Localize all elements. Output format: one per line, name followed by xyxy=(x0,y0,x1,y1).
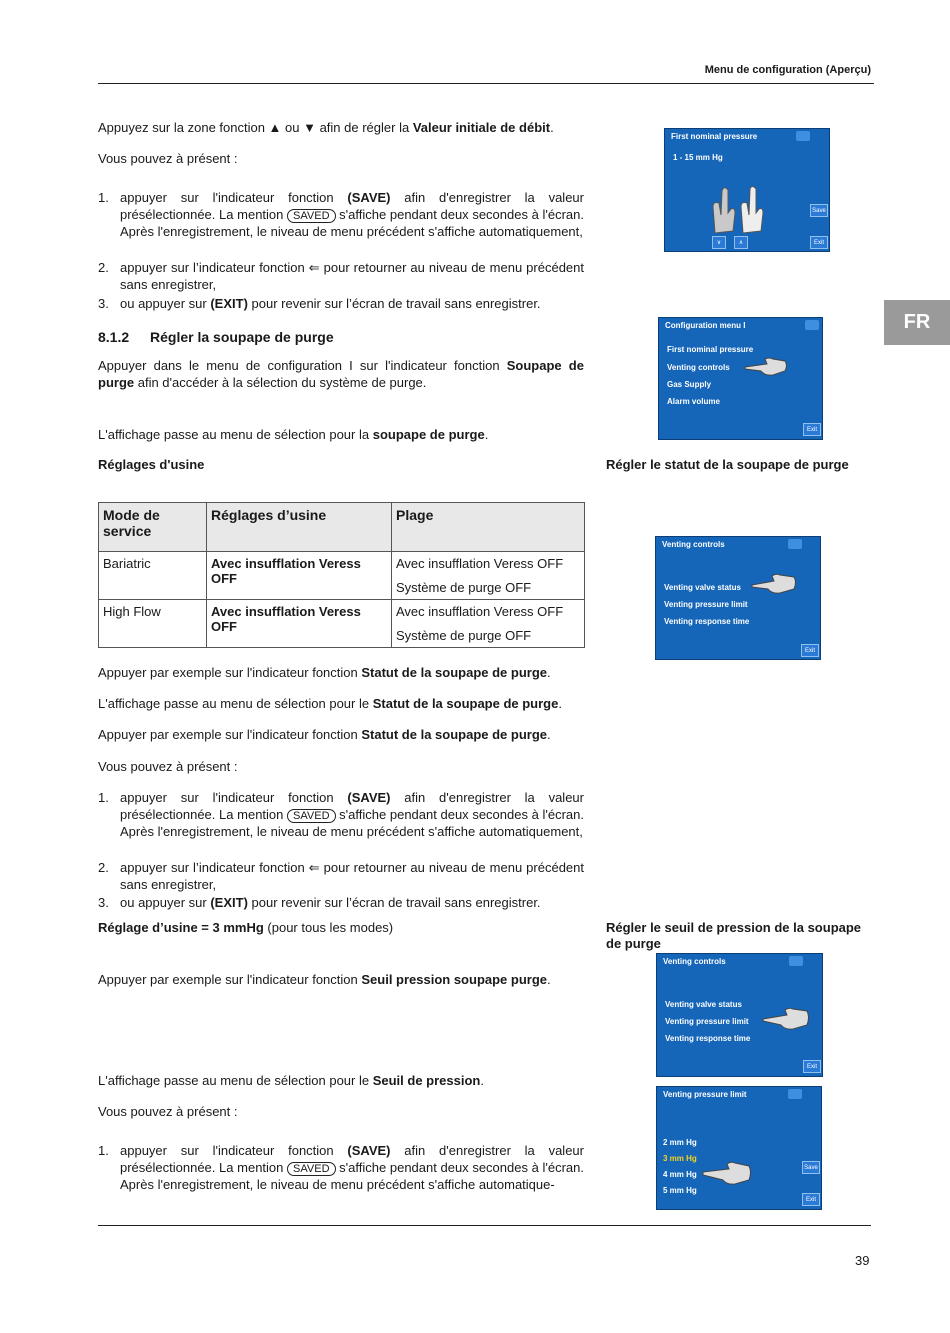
threshold-caption: Régler le seuil de pression de la soupape de purge xyxy=(606,920,862,951)
saved-label: SAVED xyxy=(287,809,335,823)
table-header: Réglages d’usine xyxy=(207,503,392,552)
menu-item[interactable]: Venting valve status xyxy=(664,583,741,592)
hand-pointer-icon xyxy=(743,355,789,377)
exit-button[interactable]: Exit xyxy=(801,644,819,657)
table-cell: Bariatric xyxy=(99,552,207,600)
option-item[interactable]: 4 mm Hg xyxy=(663,1170,697,1179)
factory-settings-table xyxy=(98,502,585,648)
value-range: 1 - 15 mm Hg xyxy=(673,153,723,162)
menu-item[interactable]: Venting pressure limit xyxy=(665,1017,749,1026)
menu-item[interactable]: Alarm volume xyxy=(667,397,720,406)
back-arrow-icon[interactable] xyxy=(788,1089,802,1099)
saved-label: SAVED xyxy=(287,209,335,223)
status-paragraph: Vous pouvez à présent : xyxy=(98,759,238,774)
exit-button[interactable]: Exit xyxy=(810,236,828,249)
venting-status-caption: Régler le statut de la soupape de purge xyxy=(606,457,849,472)
factory-caption: Réglages d'usine xyxy=(98,457,205,472)
header-rule xyxy=(98,83,874,84)
option-item[interactable]: 5 mm Hg xyxy=(663,1186,697,1195)
table-cell: Avec insufflation Veress OFF Système de purge OFF xyxy=(392,552,585,600)
status-paragraph: L'affichage passe au menu de sélection pour le Statut de la soupape de purge. xyxy=(98,696,562,711)
menu-item[interactable]: Venting controls xyxy=(667,363,730,372)
hand-pointer-icon xyxy=(761,1005,811,1031)
screen-venting-controls: Venting controls Venting valve status Venting pressure limit Venting response time Exit xyxy=(655,536,821,660)
factory-setting-line: Réglage d’usine = 3 mmHg (pour tous les modes) xyxy=(98,920,394,935)
screen-configuration-menu: Configuration menu I First nominal pressure Venting controls Gas Supply Alarm volume Exit xyxy=(658,317,823,440)
threshold-paragraph: L'affichage passe au menu de sélection pour le Seuil de pression. xyxy=(98,1073,484,1088)
threshold-paragraph: Appuyer par exemple sur l'indicateur fonction Seuil pression soupape purge. xyxy=(98,972,551,987)
screen-venting-pressure-limit: Venting pressure limit 2 mm Hg 3 mm Hg 4 mm Hg 5 mm Hg Save Exit xyxy=(656,1086,822,1210)
exit-button[interactable]: Exit xyxy=(802,1193,820,1206)
menu-item[interactable]: Venting response time xyxy=(664,617,750,626)
page-number: 39 xyxy=(855,1253,870,1268)
menu-item[interactable]: Venting pressure limit xyxy=(664,600,748,609)
save-button[interactable]: Save xyxy=(810,204,828,217)
table-row xyxy=(99,552,585,600)
table-header: Plage xyxy=(392,503,585,552)
chevron-up-icon[interactable]: ∧ xyxy=(734,236,748,249)
table-cell: Avec insufflation Veress OFF xyxy=(207,600,392,648)
menu-item[interactable]: First nominal pressure xyxy=(667,345,754,354)
running-header: Menu de configuration (Aperçu) xyxy=(704,64,871,76)
section-paragraph: Appuyer dans le menu de configuration I sur l'indicateur fonction Soupape de purge afin d'accéder à la sélection du système de purge. xyxy=(98,358,584,390)
list-item: 3. ou appuyer sur (EXIT) pour revenir sur l’écran de travail sans enregistrer. xyxy=(98,296,541,311)
table-cell: Avec insufflation Veress OFF Système de purge OFF xyxy=(392,600,585,648)
menu-item[interactable]: Venting response time xyxy=(665,1034,751,1043)
intro-paragraph-2: Vous pouvez à présent : xyxy=(98,151,238,166)
screen-first-nominal-pressure: First nominal pressure 1 - 15 mm Hg Save Exit ∨ ∧ xyxy=(664,128,830,252)
list-item: 1. appuyer sur l'indicateur fonction (SAVE) afin d'enregistrer la valeur présélectionnée. La mention SAVED s'affiche pendant deux secondes à l'écran. Après l'enregistrement, le niveau de menu précédent s'affiche automatique- xyxy=(98,1143,584,1192)
status-paragraph: Appuyer par exemple sur l'indicateur fonction Statut de la soupape de purge. xyxy=(98,727,551,742)
table-header: Mode de service xyxy=(99,503,207,552)
option-item[interactable]: 2 mm Hg xyxy=(663,1138,697,1147)
list-item: 2. appuyer sur l’indicateur fonction ⇐ pour retourner au niveau de menu précédent sans enregistrer, xyxy=(98,260,584,292)
exit-button[interactable]: Exit xyxy=(803,423,821,436)
menu-item[interactable]: Venting valve status xyxy=(665,1000,742,1009)
saved-label: SAVED xyxy=(287,1162,335,1176)
screen-venting-controls-2: Venting controls Venting valve status Venting pressure limit Venting response time Exit xyxy=(656,953,823,1077)
chevron-down-icon[interactable]: ∨ xyxy=(712,236,726,249)
back-arrow-icon[interactable] xyxy=(796,131,810,141)
table-header-row xyxy=(99,503,585,552)
table-cell: Avec insufflation Veress OFF xyxy=(207,552,392,600)
list-item: 3. ou appuyer sur (EXIT) pour revenir sur l’écran de travail sans enregistrer. xyxy=(98,895,541,910)
back-arrow-icon[interactable] xyxy=(789,956,803,966)
exit-button[interactable]: Exit xyxy=(803,1060,821,1073)
section-paragraph-2: L'affichage passe au menu de sélection pour la soupape de purge. xyxy=(98,427,489,442)
list-item: 1. appuyer sur l'indicateur fonction (SAVE) afin d'enregistrer la valeur présélectionnée. La mention SAVED s'affiche pendant deux secondes à l'écran. Après l'enregistrement, le niveau de menu précédent s'affiche automatiquement, xyxy=(98,190,584,239)
hand-pointer-icon xyxy=(750,571,798,595)
footer-rule xyxy=(98,1225,871,1226)
menu-item[interactable]: Gas Supply xyxy=(667,380,712,389)
section-heading: 8.1.2 Régler la soupape de purge xyxy=(98,329,334,345)
save-button[interactable]: Save xyxy=(802,1161,820,1174)
table-cell: High Flow xyxy=(99,600,207,648)
hand-pointer-icon xyxy=(701,1160,753,1186)
hand-pointer-icon xyxy=(709,185,771,241)
back-arrow-icon[interactable] xyxy=(805,320,819,330)
intro-paragraph: Appuyez sur la zone fonction ▲ ou ▼ afin de régler la Valeur initiale de débit. xyxy=(98,120,554,135)
list-item: 2. appuyer sur l’indicateur fonction ⇐ pour retourner au niveau de menu précédent sans enregistrer, xyxy=(98,860,584,892)
table-row xyxy=(99,600,585,648)
list-item: 1. appuyer sur l'indicateur fonction (SAVE) afin d'enregistrer la valeur présélectionnée. La mention SAVED s'affiche pendant deux secondes à l'écran. Après l'enregistrement, le niveau de menu précédent s'affiche automatiquement, xyxy=(98,790,584,839)
option-item-selected[interactable]: 3 mm Hg xyxy=(663,1154,697,1163)
threshold-paragraph: Vous pouvez à présent : xyxy=(98,1104,238,1119)
status-paragraph: Appuyer par exemple sur l'indicateur fonction Statut de la soupape de purge. xyxy=(98,665,551,680)
back-arrow-icon[interactable] xyxy=(788,539,802,549)
language-tab: FR xyxy=(884,300,950,345)
